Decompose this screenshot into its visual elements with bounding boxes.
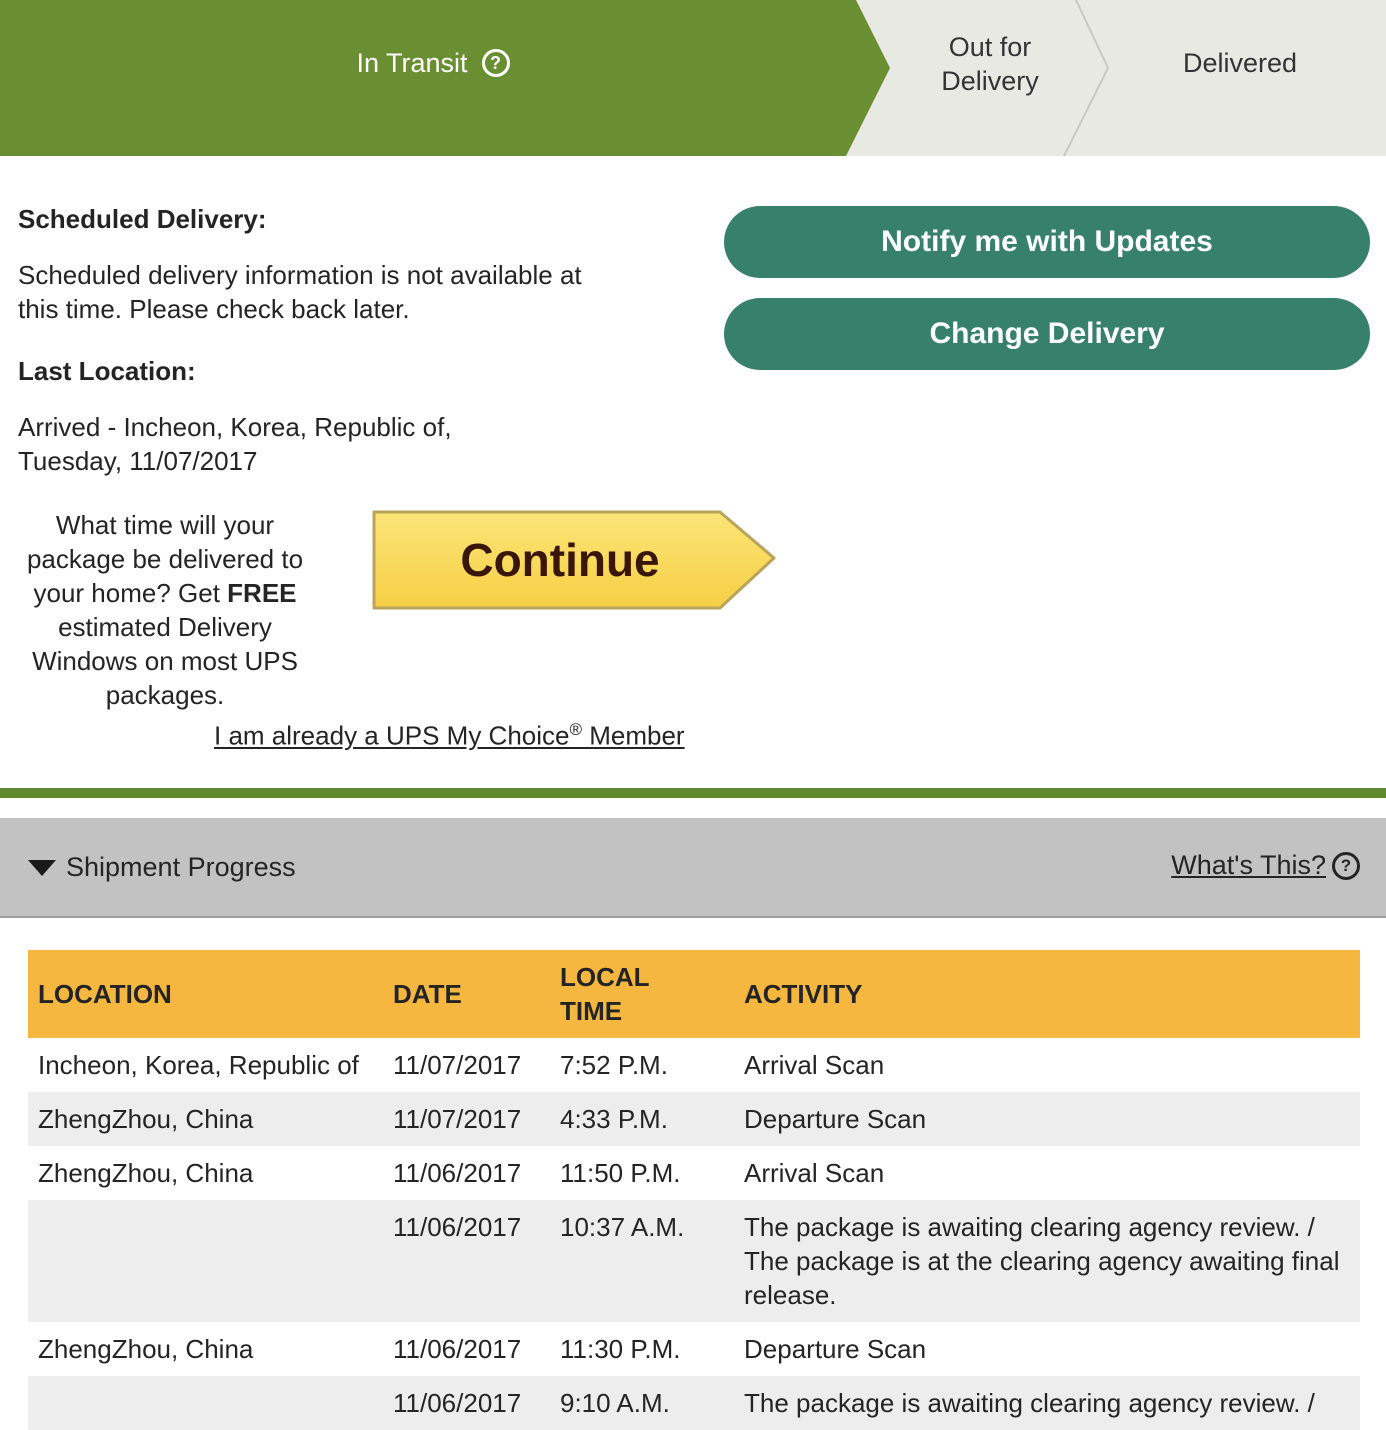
step-in-transit bbox=[0, 46, 866, 80]
step-out-for-delivery bbox=[900, 30, 1080, 98]
cell-time: 9:10 A.M. bbox=[560, 1388, 670, 1418]
cell-location bbox=[28, 1386, 383, 1420]
cell-date: 11/07/2017 bbox=[393, 1050, 522, 1080]
continue-button[interactable] bbox=[370, 508, 782, 612]
member-link-text: I am already a UPS My Choice bbox=[214, 720, 570, 751]
notify-me-button[interactable]: Notify me with Updates bbox=[724, 206, 1370, 278]
scheduled-delivery-line1: Scheduled delivery information is not available at bbox=[18, 260, 582, 290]
cell-location: ZhengZhou, China bbox=[38, 1104, 254, 1134]
cell-date: 11/07/2017 bbox=[393, 1104, 522, 1134]
whats-this[interactable] bbox=[1171, 850, 1360, 881]
promo-text-rest: estimated Delivery Windows on most UPS packages. bbox=[32, 612, 298, 710]
triangle-down-icon[interactable] bbox=[28, 860, 56, 876]
registered-mark: ® bbox=[569, 720, 582, 739]
last-location-line1: Arrived - Incheon, Korea, Republic of, bbox=[18, 412, 452, 442]
scheduled-delivery-heading: Scheduled Delivery: bbox=[18, 204, 267, 234]
shipment-progress-title[interactable]: Shipment Progress bbox=[66, 852, 296, 882]
help-circle-icon[interactable]: ? bbox=[1332, 852, 1360, 880]
continue-label: Continue bbox=[460, 534, 660, 586]
cell-activity: Arrival Scan bbox=[744, 1158, 885, 1188]
shipment-progress-header[interactable] bbox=[0, 818, 1386, 918]
step-out-for-delivery-line2: Delivery bbox=[941, 66, 1039, 96]
cell-location: ZhengZhou, China bbox=[38, 1158, 254, 1188]
cell-time: 11:30 P.M. bbox=[560, 1334, 681, 1364]
cell-location bbox=[28, 1210, 383, 1312]
column-local-time-line1: LOCAL bbox=[560, 962, 650, 992]
table-row bbox=[28, 1146, 1360, 1200]
my-choice-member-link[interactable] bbox=[214, 720, 685, 752]
table-row bbox=[28, 1200, 1360, 1322]
cell-time: 7:52 P.M. bbox=[560, 1050, 668, 1080]
scheduled-delivery-line2: this time. Please check back later. bbox=[18, 294, 410, 324]
cell-activity: Departure Scan bbox=[744, 1334, 927, 1364]
step-out-for-delivery-line1: Out for bbox=[948, 32, 1032, 62]
table-row bbox=[28, 1038, 1360, 1092]
section-divider bbox=[0, 788, 1386, 798]
table-header bbox=[28, 950, 1360, 1038]
column-location: LOCATION bbox=[38, 978, 172, 1009]
shipment-progress-table bbox=[28, 950, 1360, 1430]
scheduled-delivery-text bbox=[18, 258, 582, 326]
promo-text-free: FREE bbox=[227, 578, 297, 608]
delivery-progress-bar bbox=[0, 0, 1386, 156]
cell-activity: The package is awaiting clearing agency review. / The package is at the clearing agency awaiting final release. bbox=[744, 1212, 1340, 1310]
my-choice-promo-text bbox=[18, 508, 312, 712]
cell-location: Incheon, Korea, Republic of bbox=[38, 1050, 359, 1080]
promo-text-plain: What time will your package be delivered to your home? Get bbox=[26, 510, 304, 608]
table-row bbox=[28, 1376, 1360, 1430]
cell-date: 11/06/2017 bbox=[393, 1334, 522, 1364]
cell-location: ZhengZhou, China bbox=[38, 1334, 254, 1364]
column-local-time-line2: TIME bbox=[560, 996, 623, 1026]
cell-date: 11/06/2017 bbox=[393, 1388, 522, 1418]
change-delivery-button[interactable]: Change Delivery bbox=[724, 298, 1370, 370]
table-row bbox=[28, 1322, 1360, 1376]
cell-date: 11/06/2017 bbox=[393, 1158, 522, 1188]
last-location-text bbox=[18, 410, 452, 478]
cell-time: 11:50 P.M. bbox=[560, 1158, 681, 1188]
column-local-time bbox=[550, 960, 734, 1028]
column-date: DATE bbox=[393, 978, 462, 1009]
cell-activity: The package is awaiting clearing agency review. / bbox=[744, 1388, 1315, 1418]
cell-time: 4:33 P.M. bbox=[560, 1104, 668, 1134]
whats-this-link[interactable]: What's This? bbox=[1171, 850, 1326, 880]
help-circle-icon[interactable]: ? bbox=[482, 49, 510, 77]
member-link-suffix: Member bbox=[582, 720, 685, 751]
step-delivered: Delivered bbox=[1182, 48, 1298, 78]
last-location-line2: Tuesday, 11/07/2017 bbox=[18, 446, 258, 476]
cell-activity: Arrival Scan bbox=[744, 1050, 885, 1080]
cell-activity: Departure Scan bbox=[744, 1104, 927, 1134]
last-location-heading: Last Location: bbox=[18, 356, 196, 386]
cell-date: 11/06/2017 bbox=[393, 1212, 522, 1242]
step-in-transit-label: In Transit bbox=[356, 48, 468, 78]
table-row bbox=[28, 1092, 1360, 1146]
column-activity: ACTIVITY bbox=[744, 978, 863, 1009]
table-body bbox=[28, 1038, 1360, 1430]
cell-time: 10:37 A.M. bbox=[560, 1212, 685, 1242]
